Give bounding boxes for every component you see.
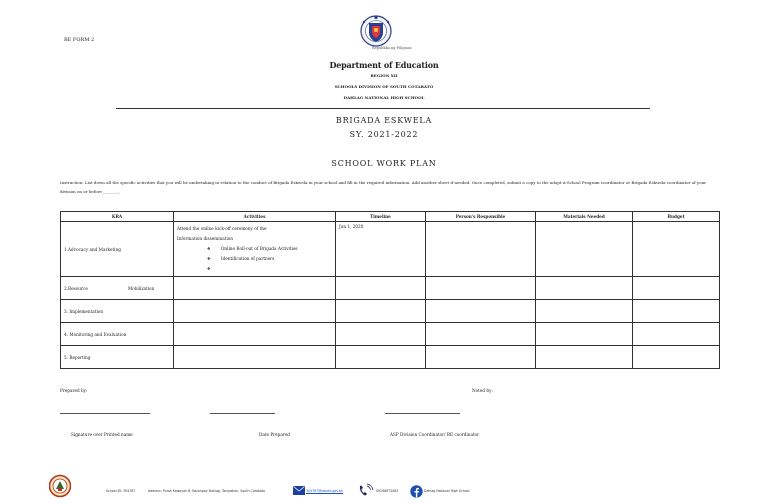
region-name: REGION XII bbox=[370, 73, 398, 78]
activities-cell[interactable] bbox=[174, 323, 336, 346]
budget-cell[interactable] bbox=[633, 300, 720, 323]
work-plan-table bbox=[60, 211, 720, 369]
budget-cell[interactable] bbox=[633, 346, 720, 369]
activities-cell[interactable] bbox=[174, 300, 336, 323]
facebook-icon bbox=[410, 485, 423, 498]
col-header-budget: Budget bbox=[633, 212, 720, 222]
coordinator-signature-line[interactable] bbox=[385, 413, 460, 414]
kra-cell: 4. Monitoring and Evaluation bbox=[61, 323, 174, 346]
activity-line: Information dissemination bbox=[177, 236, 234, 241]
division-name: SCHOOLS DIVISION OF SOUTH COTABATO bbox=[334, 84, 434, 89]
col-header-activities: Activities bbox=[174, 212, 336, 222]
materials-needed-cell[interactable] bbox=[536, 323, 633, 346]
col-header-persons-responsible: Person's Responsible bbox=[426, 212, 536, 222]
timeline-cell[interactable] bbox=[336, 277, 426, 300]
date-prepared-line[interactable] bbox=[210, 413, 275, 414]
phone-icon bbox=[357, 483, 375, 498]
budget-cell[interactable] bbox=[633, 222, 720, 277]
timeline-cell[interactable] bbox=[336, 346, 426, 369]
activity-line: Attend the online kick-off ceremony of the bbox=[177, 226, 267, 231]
activity-bullet-item: ❖ Identification of partners bbox=[177, 254, 332, 264]
footer-school-id: School ID: 304787 bbox=[106, 489, 136, 493]
persons-responsible-cell[interactable] bbox=[426, 222, 536, 277]
footer-facebook-page[interactable]: Dahlag National High School bbox=[424, 489, 470, 493]
department-name: Department of Education bbox=[329, 60, 439, 70]
budget-cell[interactable] bbox=[633, 277, 720, 300]
col-header-materials-needed: Materials Needed bbox=[536, 212, 633, 222]
kra-cell: 1.Advocacy and Marketing bbox=[61, 222, 174, 277]
timeline-cell[interactable] bbox=[336, 300, 426, 323]
activities-cell[interactable] bbox=[174, 277, 336, 300]
form-code: BE FORM 2 bbox=[64, 37, 95, 43]
school-year: SY. 2021-2022 bbox=[349, 130, 419, 139]
program-title: BRIGADA ESKWELA bbox=[335, 116, 433, 125]
coordinator-caption: ASP Division Coordinator/ BE coordinator bbox=[390, 432, 480, 437]
col-header-kra: KRA bbox=[61, 212, 174, 222]
document-title: SCHOOL WORK PLAN bbox=[331, 159, 437, 168]
table-header-row bbox=[61, 212, 720, 222]
header-divider bbox=[116, 108, 650, 109]
persons-responsible-cell[interactable] bbox=[426, 277, 536, 300]
footer-phone: 09298972083 bbox=[376, 489, 399, 493]
timeline-cell[interactable] bbox=[336, 323, 426, 346]
activity-bullet-item: ❖ Online Roll-out of Brigada Activities bbox=[177, 244, 332, 254]
email-icon bbox=[293, 486, 305, 495]
activity-bullet-item bbox=[177, 264, 332, 274]
seal-caption: Republika ng Pilipinas bbox=[372, 46, 412, 50]
school-logo bbox=[49, 473, 71, 499]
activities-cell[interactable] bbox=[174, 346, 336, 369]
activities-cell[interactable] bbox=[174, 222, 336, 277]
footer-email-link[interactable]: 304787@deped.gov.ph bbox=[306, 489, 344, 493]
table-row bbox=[61, 222, 720, 277]
footer-address: Address: Purok Kawayan B, Barangay Dahlag, Tampakan, South Cotabato bbox=[148, 489, 266, 493]
materials-needed-cell[interactable] bbox=[536, 222, 633, 277]
diamond-bullet-icon: ❖ bbox=[207, 246, 211, 251]
col-header-timeline: Timeline bbox=[336, 212, 426, 222]
persons-responsible-cell[interactable] bbox=[426, 323, 536, 346]
persons-responsible-cell[interactable] bbox=[426, 300, 536, 323]
signature-caption: Signature over Printed name bbox=[71, 432, 133, 437]
prepared-by-label: Prepared by: bbox=[60, 388, 88, 393]
table-row bbox=[61, 323, 720, 346]
timeline-cell[interactable]: Jun 1, 2020 bbox=[336, 222, 426, 277]
kra-cell: 3. Implementation bbox=[61, 300, 174, 323]
table-row bbox=[61, 277, 720, 300]
table-row bbox=[61, 346, 720, 369]
budget-cell[interactable] bbox=[633, 323, 720, 346]
school-name: DAHLAG NATIONAL HIGH SCHOOL bbox=[343, 95, 425, 100]
signature-line[interactable] bbox=[60, 413, 150, 414]
materials-needed-cell[interactable] bbox=[536, 300, 633, 323]
diamond-bullet-icon: ❖ bbox=[207, 266, 211, 271]
table-row bbox=[61, 300, 720, 323]
materials-needed-cell[interactable] bbox=[536, 346, 633, 369]
kra-cell: 2.Resource Mobilization bbox=[61, 277, 174, 300]
materials-needed-cell[interactable] bbox=[536, 277, 633, 300]
diamond-bullet-icon: ❖ bbox=[207, 256, 211, 261]
kra-cell: 5. Reporting bbox=[61, 346, 174, 369]
persons-responsible-cell[interactable] bbox=[426, 346, 536, 369]
date-prepared-caption: Date Prepared bbox=[259, 432, 290, 437]
noted-by-label: Noted by: bbox=[472, 388, 493, 393]
instruction-text: Instruction: List down all the specific activities that you will be undertaking in relation to the conduct of Brigada Eskwela in your school and fill in the required information. Add another sheet if needed. Once completed, submit a copy to the adopt-A-School Program coordinator or Brigada Eskwela coordinator of your division on or before ________. bbox=[60, 180, 707, 194]
